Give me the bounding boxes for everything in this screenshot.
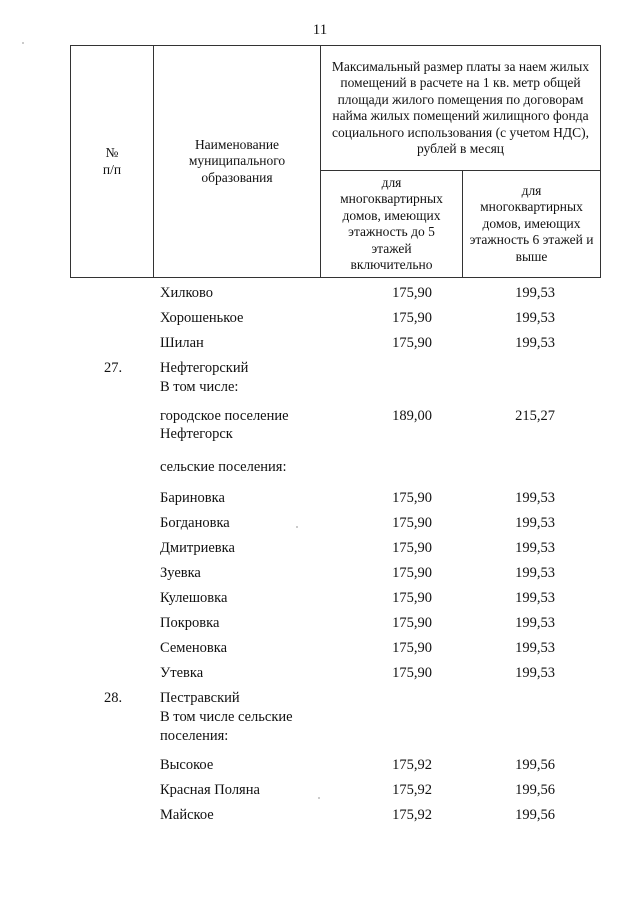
row-name: сельские поселения: <box>160 459 287 475</box>
row-value-up-to-5: 175,90 <box>392 615 432 631</box>
row-value-up-to-5: 175,90 <box>392 335 432 351</box>
row-value-6-plus: 199,56 <box>515 782 555 798</box>
row-value-up-to-5: 175,90 <box>392 490 432 506</box>
row-value-up-to-5: 175,90 <box>392 640 432 656</box>
row-name: городское поселение Нефтегорск <box>160 408 289 442</box>
row-value-6-plus: 199,53 <box>515 490 555 506</box>
row-value-up-to-5: 175,90 <box>392 310 432 326</box>
row-value-6-plus: 199,53 <box>515 515 555 531</box>
scan-speck <box>296 526 298 528</box>
row-name: Шилан <box>160 335 204 351</box>
row-value-up-to-5: 175,90 <box>392 285 432 301</box>
row-number: 27. <box>104 360 123 376</box>
row-value-6-plus: 199,53 <box>515 540 555 556</box>
row-name: Пестравский В том числе сельские поселения: <box>160 690 293 744</box>
row-name: Высокое <box>160 757 214 773</box>
page-number: 11 <box>312 22 328 38</box>
row-value-up-to-5: 175,90 <box>392 540 432 556</box>
row-name: Утевка <box>160 665 204 681</box>
row-value-6-plus: 199,53 <box>515 310 555 326</box>
header-number-label: № п/п <box>102 145 122 177</box>
row-value-up-to-5: 175,90 <box>392 665 432 681</box>
row-name: Красная Поляна <box>160 782 260 798</box>
header-name-label: Наименование муниципального образования <box>188 136 286 185</box>
row-name: Бариновка <box>160 490 225 506</box>
row-value-up-to-5: 175,92 <box>392 807 432 823</box>
header-sub2-label: для многоквартирных домов, имеющих этажность 6 этажей и выше <box>469 182 594 264</box>
row-name: Зуевка <box>160 565 201 581</box>
row-value-up-to-5: 175,92 <box>392 757 432 773</box>
header-sub1-label: для многоквартирных домов, имеющих этажность до 5 этажей включительно <box>340 174 443 272</box>
row-value-6-plus: 199,53 <box>515 665 555 681</box>
row-number: 28. <box>104 690 123 706</box>
row-value-up-to-5: 175,90 <box>392 565 432 581</box>
scan-speck <box>22 42 24 44</box>
row-value-up-to-5: 189,00 <box>392 408 432 424</box>
scan-speck <box>318 797 320 799</box>
row-value-6-plus: 199,53 <box>515 565 555 581</box>
row-name: Хорошенькое <box>160 310 244 326</box>
row-value-6-plus: 199,53 <box>515 590 555 606</box>
row-value-6-plus: 199,56 <box>515 807 555 823</box>
row-value-6-plus: 199,56 <box>515 757 555 773</box>
row-name: Богдановка <box>160 515 230 531</box>
row-value-6-plus: 199,53 <box>515 640 555 656</box>
row-name: Хилково <box>160 285 214 301</box>
row-value-up-to-5: 175,90 <box>392 590 432 606</box>
header-payment-label: Максимальный размер платы за наем жилых помещений в расчете на 1 кв. метр общей площади жилого помещения по договорам найма жилых помещений жилищного фонда социального использования (с учетом НДС), рублей в месяц <box>331 58 590 156</box>
row-value-6-plus: 199,53 <box>515 335 555 351</box>
row-name: Покровка <box>160 615 220 631</box>
row-value-6-plus: 199,53 <box>515 285 555 301</box>
row-value-up-to-5: 175,92 <box>392 782 432 798</box>
row-value-6-plus: 215,27 <box>515 408 555 424</box>
row-value-up-to-5: 175,90 <box>392 515 432 531</box>
row-name: Семеновка <box>160 640 228 656</box>
row-name: Нефтегорский В том числе: <box>160 360 249 395</box>
row-name: Майское <box>160 807 214 823</box>
row-name: Дмитриевка <box>160 540 235 556</box>
row-value-6-plus: 199,53 <box>515 615 555 631</box>
row-name: Кулешовка <box>160 590 228 606</box>
